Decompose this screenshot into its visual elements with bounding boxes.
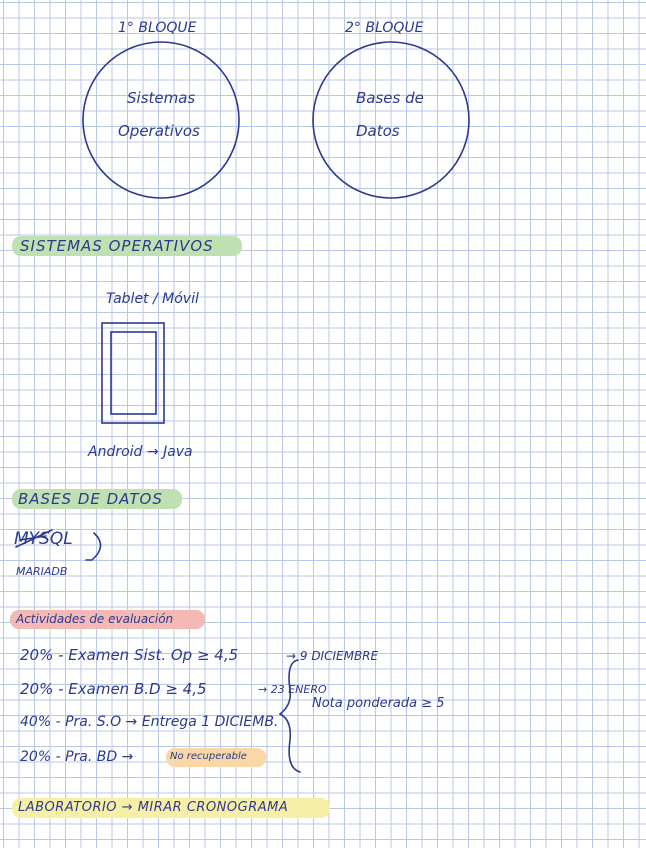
nota-ponderada: Nota ponderada ≥ 5 <box>312 696 445 711</box>
bloque1-heading: 1° BLOQUE <box>118 20 197 36</box>
bloque2-heading: 2° BLOQUE <box>345 20 424 36</box>
eval-item-2-date: → 23 ENERO <box>258 683 327 696</box>
eval-item-1: 20% - Examen Sist. Op ≥ 4,5 <box>20 646 239 664</box>
bloque2-line1: Bases de <box>356 89 424 107</box>
tablet-inner-screen <box>111 332 156 414</box>
android-label: Android → Java <box>88 444 193 460</box>
eval-item-2: 20% - Examen B.D ≥ 4,5 <box>20 680 207 698</box>
mysql-crossed: MYSQL <box>14 529 73 549</box>
eval-item-4: 20% - Pra. BD → <box>20 749 134 765</box>
bloque1-line2: Operativos <box>118 122 200 140</box>
device-label: Tablet / Móvil <box>106 291 199 307</box>
no-recuperable-tag: No recuperable <box>170 751 247 762</box>
bloque2-line2: Datos <box>356 122 400 140</box>
bases-de-datos-title: BASES DE DATOS <box>18 490 163 508</box>
eval-item-1-date: → 9 DICIEMBRE <box>286 649 379 663</box>
mariadb-label: MARIADB <box>16 565 68 578</box>
bloque1-line1: Sistemas <box>127 89 196 107</box>
bloque2-circle <box>313 42 469 198</box>
eval-item-3: 40% - Pra. S.O → Entrega 1 DICIEMB. <box>20 714 279 730</box>
evaluation-bracket <box>280 660 300 772</box>
sistemas-operativos-title: SISTEMAS OPERATIVOS <box>20 237 214 255</box>
bloque1-circle <box>83 42 239 198</box>
mariadb-arrow <box>86 533 101 560</box>
laboratorio-note: LABORATORIO → MIRAR CRONOGRAMA <box>18 800 289 815</box>
actividades-title: Actividades de evaluación <box>16 612 174 626</box>
